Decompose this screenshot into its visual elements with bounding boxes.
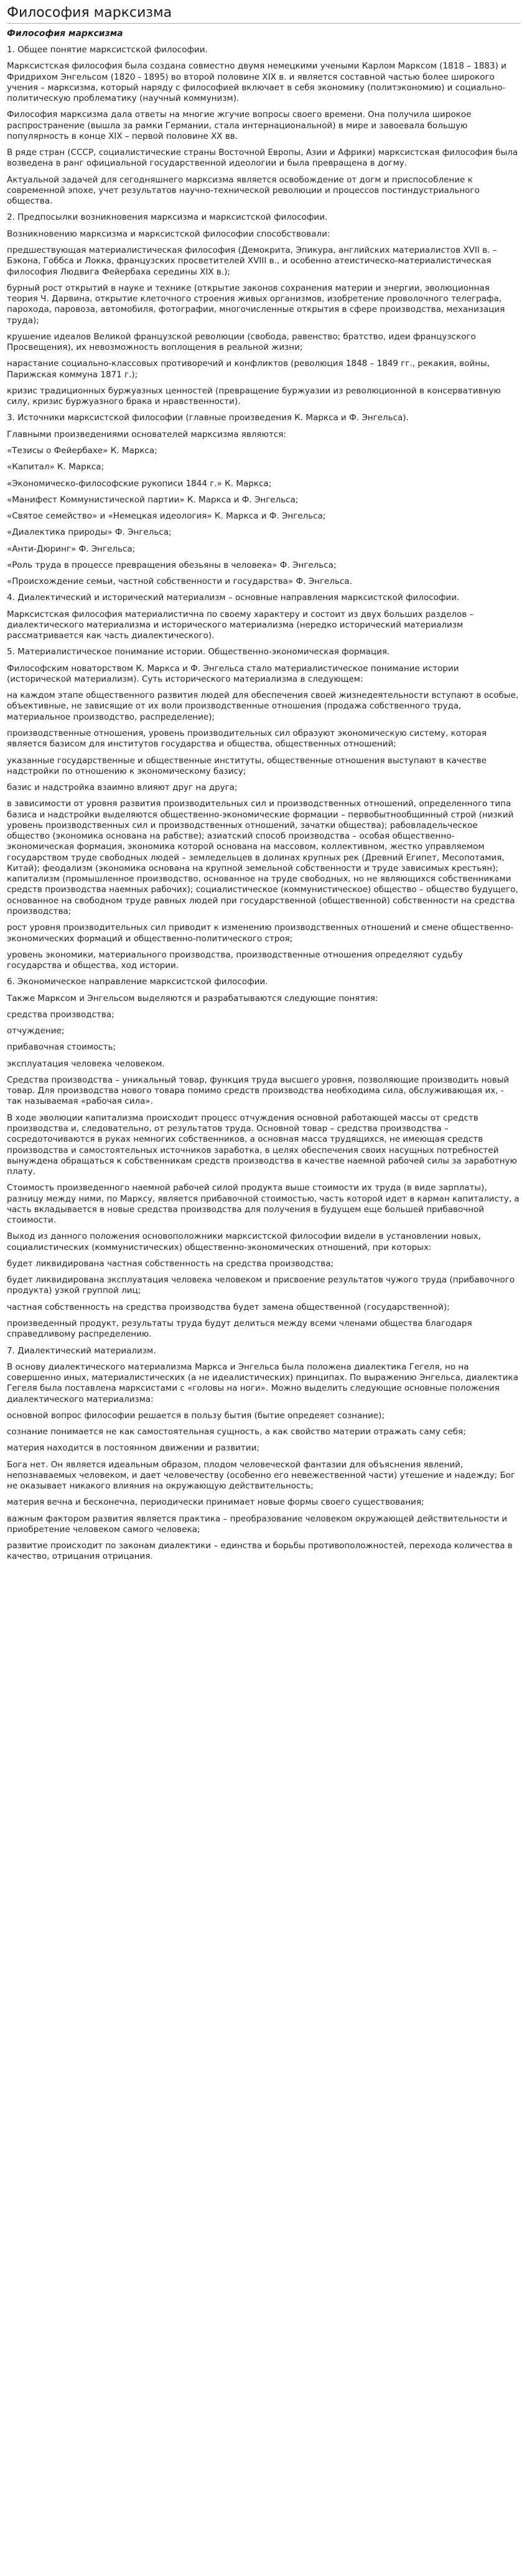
- paragraph: В ходе эволюции капитализма происходит процесс отчуждения основной работающей массы от средств производства и, следовательно, от результатов труда. Основной товар – средства производства – сосредоточиваются в руках немногих собственников, а основная масса трудящихся, не имеющая средств производства и самостоятельных источников заработка, в целях обеспечения своих насущных потребностей вынуждена обращаться к собственникам средств производства в качестве наемной рабочей силы за заработную плату.: [7, 1112, 517, 1177]
- paragraph: производственные отношения, уровень производительных сил образуют экономическую систему, которая является базисом для институтов государства и общества, общественных отношений;: [7, 728, 487, 750]
- paragraph: бурный рост открытий в науке и технике (открытие законов сохранения материи и энергии, эволюционная теория Ч. Дарвина, открытие клеточного строения живых организмов, изобретение проволочного телеграфа, парохода, паровоза, автомобиля, фотографии, многочисленные открытия в сфере производства, механизация труда);: [7, 283, 505, 326]
- paragraph: 6. Экономическое направление марксистской философии.: [7, 977, 268, 987]
- paragraph: 7. Диалектический материализм.: [7, 1345, 156, 1356]
- paragraph: 1. Общее понятие марксистской философии.: [7, 45, 208, 55]
- paragraph: частная собственность на средства производства будет замена общественной (государственной);: [7, 1302, 450, 1312]
- paragraph: В основу диалектического материализма Маркса и Энгельса была положена диалектика Гегеля, но на совершенно иных, материалистических (а не идеалистических) принципах. По выражению Энгельса, диалектика Гегеля была поставлена марксистами с «головы на ноги». Можно выделить следующие основные положения диалектического материализма:: [7, 1361, 518, 1404]
- paragraph: Актуальной задачей для сегодняшнего марксизма является освобождение от догм и приспособление к современной эпохе, учет результатов научно-технической революции и процессов постиндустриального общества.: [7, 174, 480, 207]
- paragraph: «Диалектика природы» Ф. Энгельса;: [7, 527, 172, 538]
- paragraph: сознание понимается не как самостоятельная сущность, а как свойство материи отражать саму себя;: [7, 1427, 466, 1437]
- page-subtitle: Философия марксизма: [7, 29, 123, 39]
- paragraph: предшествующая материалистическая философия (Демокрита, Эпикура, английских материалистов XVII в. – Бэкона, Гоббса и Локка, французских просветителей XVIII в., и особенно атеистическо-материалистическая философия Людвига Фейербаха середины XIX в.);: [7, 245, 497, 277]
- paragraph: Средства производства – уникальный товар, функция труда высшего уровня, позволяющие производить новый товар. Для производства нового товара помимо средств производства необходима сила, обслуживающая их, - так называемая «рабочая сила».: [7, 1074, 510, 1107]
- paragraph: Марксистская философия материалистична по своему характеру и состоит из двух больших разделов – диалектического материализма и исторического материализма (нередко исторический материализм рассматривается как часть диалектического).: [7, 609, 474, 641]
- paragraph: эксплуатация человека человеком.: [7, 1058, 165, 1069]
- paragraph: важным фактором развития является практика – преобразование человеком окружающей действительности и приобретение человеком самого человека;: [7, 1513, 508, 1535]
- paragraph: «Капитал» К. Маркса;: [7, 462, 105, 472]
- paragraph: «Роль труда в процессе превращения обезьяны в человека» Ф. Энгельса;: [7, 560, 337, 570]
- paragraph: Стоимость произведенного наемной рабочей силой продукта выше стоимости их труда (в виде зарплаты), разницу между ними, по Марксу, является прибавочной стоимостью, часть которой идет в карман капиталисту, а часть вкладывается в новые средства производства для получения в будущем еще большей прибавочной стоимости.: [7, 1183, 520, 1226]
- paragraph: 4. Диалектический и исторический материализм – основные направления марксистской философии.: [7, 593, 460, 603]
- paragraph: будет ликвидирована эксплуатация человека человеком и присвоение результатов чужого труда (прибавочного продукта) узкой группой лиц;: [7, 1275, 515, 1296]
- paragraph: материя вечна и бесконечна, периодически принимает новые формы своего существования;: [7, 1497, 424, 1508]
- paragraph: рост уровня производительных сил приводит к изменению производственных отношений и смене общественно-экономических формаций и общественно-политического строя;: [7, 923, 514, 944]
- paragraph: Выход из данного положения основоположники марксистской философии видели в установлении новых, социалистических (коммунистических) общественно-экономических отношений, при которых:: [7, 1231, 481, 1253]
- paragraph: «Происхождение семьи, частной собственности и государства» Ф. Энгельса.: [7, 576, 352, 587]
- paragraph: основной вопрос философии решается в пользу бытия (бытие опредеяет сознание);: [7, 1410, 385, 1421]
- paragraph: на каждом этапе общественного развития людей для обеспечения своей жизнедеятельности вступают в особые, объективные, не зависящие от их воли производственные отношения (продажа собственного труда, материальное производство, распределение);: [7, 690, 519, 722]
- paragraph: будет ликвидирована частная собственность на средства производства;: [7, 1258, 334, 1269]
- paragraph: 5. Материалистическое понимание истории. Общественно-экономическая формация.: [7, 647, 390, 657]
- paragraph: «Экономическо-философские рукописи 1844 г.» К. Маркса;: [7, 478, 272, 489]
- paragraph: средства производства;: [7, 1009, 114, 1020]
- paragraph: Также Марксом и Энгельсом выделяются и разрабатываются следующие понятия:: [7, 993, 378, 1004]
- paragraph: Возникновению марксизма и марксистской философии способствовали:: [7, 228, 330, 239]
- paragraph: «Тезисы о Фейербахе» К. Маркса;: [7, 445, 157, 456]
- paragraph: крушение идеалов Великой французской революции (свобода, равенство; братство, идеи французского Просвещения), их невозможность воплощения в реальной жизни;: [7, 331, 476, 353]
- document-body: [7, 45, 520, 1563]
- paragraph: Марксистская философия была создана совместно двумя немецкими учеными Карлом Марксом (1818 – 1883) и Фридрихом Энгельсом (1820 - 1895) во второй половине XIX в. и является составной частью более широкого учения – марксизма, который наряду с философией включает в себя экономику (политэкономию) и социально-политическую проблематику (научный коммунизм).: [7, 61, 506, 104]
- paragraph: отчуждение;: [7, 1026, 65, 1037]
- paragraph: «Святое семейство» и «Немецкая идеология» К. Маркса и Ф. Энгельса;: [7, 511, 326, 522]
- paragraph: нарастание социально-классовых противоречий и конфликтов (революция 1848 – 1849 гг., рекакия, войны, Парижская коммуна 1871 г.);: [7, 359, 490, 380]
- paragraph: базис и надстройка взаимно влияют друг на друга;: [7, 783, 238, 793]
- paragraph: В ряде стран (СССР, социалистические страны Восточной Европы, Азии и Африки) марксистская философия была возведена в ранг официальной государственной идеологии и была превращена в догму.: [7, 148, 518, 169]
- paragraph: «Анти-Дюринг» Ф. Энгельса;: [7, 543, 136, 554]
- paragraph: в зависимости от уровня развития производительных сил и производственных отношений, определенного типа базиса и надстройки выделяются общественно-экономические формации – первобытнообщинный строй (низкий уровень производственных сил и производственных отношений, зачатки общества); рабовладельческое общество (экономика основана на рабстве); азиатский способ производства – особая общественно-экономическая формация, экономика которой основана на массовом, коллективном, жестко управляемом государством труде свободных людей – земледельцев в долинах крупных рек (Древний Египет, Месопотамия, Китай); феодализм (экономика основана на крупной земельной собственности и труде зависимых крестьян); капитализм (промышленное производство, основанное на труде свободных, но не являющихся собственниками средств производства наемных рабочих); социалистическое (коммунистическое) общество – общество будущего, основанное на свободном труде равных людей при государственной (общественной) собственности на средства производства;: [7, 799, 518, 916]
- paragraph: Бога нет. Он является идеальным образом, плодом человеческой фантазии для объяснения явлений, непознаваемых человеком, и дает человечеству (особенно его невежественной части) утешение и надежду; Бог не оказывает никакого влияния на окружающую действительность;: [7, 1459, 516, 1492]
- paragraph: «Манифест Коммунистической партии» К. Маркса и Ф. Энгельса;: [7, 494, 299, 505]
- paragraph: 3. Источники марксистской философии (главные произведения К. Маркса и Ф. Энгельса).: [7, 413, 409, 423]
- paragraph: указанные государственные и общественные институты, общественные отношения выступают в качестве надстройки по отношению к экономическому базису;: [7, 755, 487, 776]
- page-title: Философия марксизма: [7, 5, 520, 24]
- paragraph: уровень экономики, материального производства, производственные отношения определяют судьбу государства и общества, ход истории.: [7, 949, 463, 971]
- paragraph: 2. Предпосылки возникновения марксизма и марксистской философии.: [7, 212, 328, 223]
- paragraph: развитие происходит по законам диалектики – единства и борьбы противоположностей, перехода количества в качество, отрицания отрицания.: [7, 1541, 513, 1562]
- paragraph: Философским новаторством К. Маркса и Ф. Энгельса стало материалистическое понимание истории (исторической материализм). Суть исторического материализма в следующем:: [7, 663, 459, 684]
- paragraph: прибавочная стоимость;: [7, 1042, 116, 1053]
- paragraph: Главными произведениями основателей марксизма являются:: [7, 429, 286, 440]
- paragraph: кризис традиционных буржуазных ценностей (превращение буржуазии из революционной в консервативную силу, кризис буржуазного брака и нравственности).: [7, 385, 501, 407]
- paragraph: материя находится в постоянном движении и развитии;: [7, 1443, 259, 1454]
- paragraph: произведенный продукт, результаты труда будут делиться между всеми членами общества благодаря справедливому распределению.: [7, 1318, 472, 1340]
- paragraph: Философия марксизма дала ответы на многие жгучие вопросы своего времени. Она получила широкое распространение (вышла за рамки Германии, стала интернациональной) в мире и завоевала большую популярность в конце XIX – первой половине XX вв.: [7, 110, 472, 141]
